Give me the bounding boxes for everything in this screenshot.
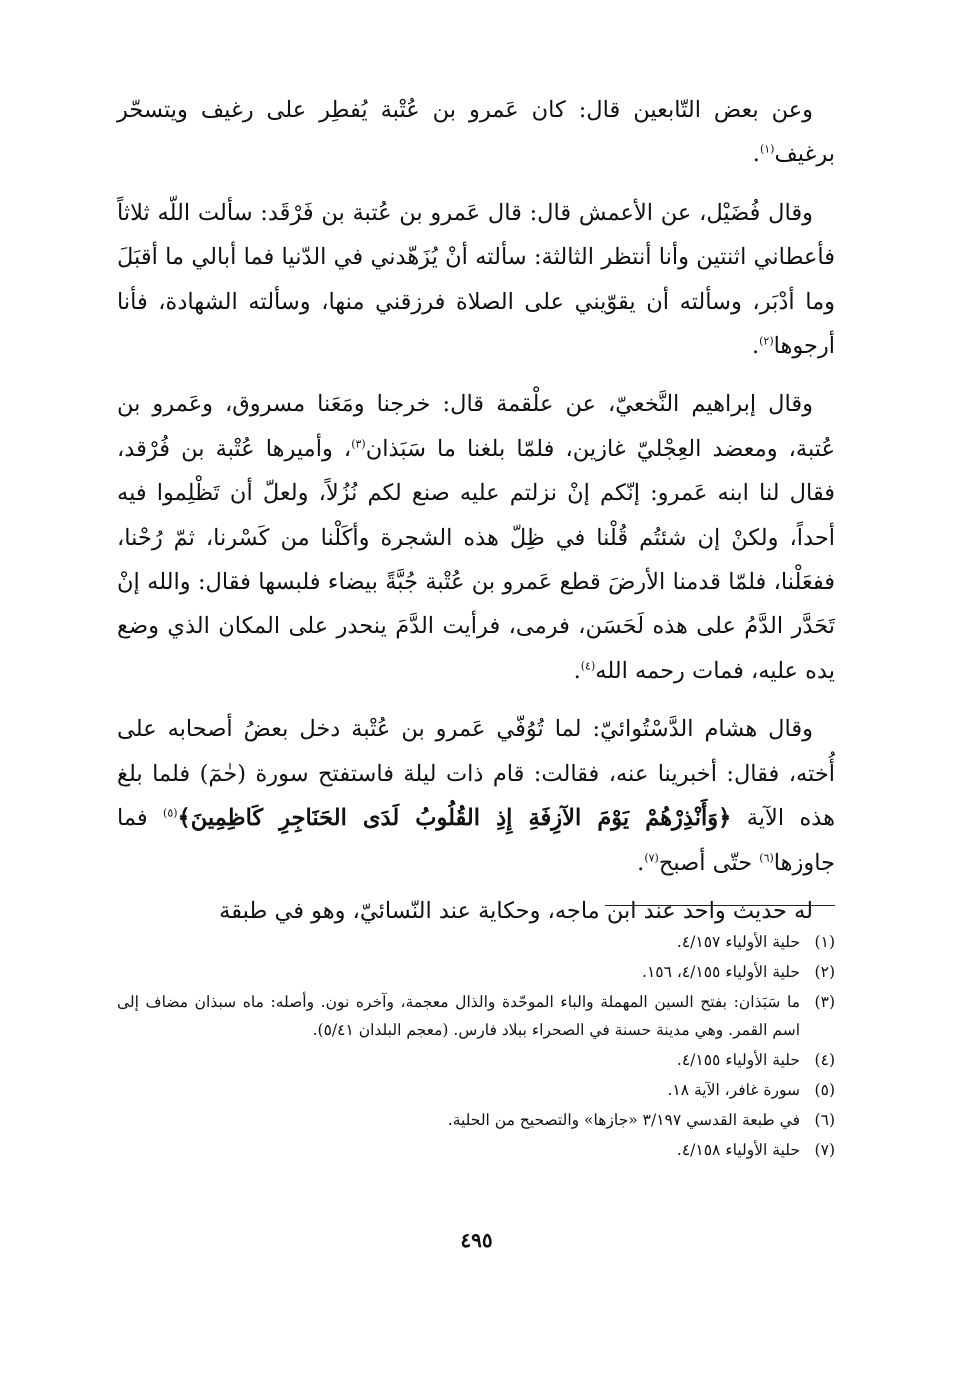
footnote-number: (٦) xyxy=(814,1111,835,1129)
footnote-text: حلية الأولياء ٤/١٥٥. xyxy=(676,1051,800,1069)
footnote-text: حلية الأولياء ٤/١٥٨. xyxy=(676,1141,800,1159)
footnote xyxy=(117,1106,835,1134)
footnote-ref: (٢) xyxy=(759,334,774,348)
text-run: . xyxy=(637,849,645,876)
footnote xyxy=(117,1136,835,1164)
footnote-number: (٣) xyxy=(814,993,835,1011)
paragraph xyxy=(117,889,835,933)
text-run: فما جاوزها xyxy=(117,805,835,876)
page-number: ٤٩٥ xyxy=(460,1228,493,1252)
footnote xyxy=(117,1076,835,1104)
footnote-number: (٥) xyxy=(814,1081,835,1099)
text-run: وقال فُضَيْل، عن الأعمش قال: قال عَمرو بن عُتبة بن فَرْقَد: سألت اللّه ثلاثاً فأعطاني اثنتين وأنا أنتظر الثالثة: سألته أنْ يُزَهّدني في الدّنيا فما أبالي ما أقبَلَ وما أدْبَر، وسألته أن يقوّيني على الصلاة فرزقني منها، وسألته الشهادة، فأنا أرجوها xyxy=(117,199,835,360)
footnote-separator xyxy=(605,905,835,906)
footnote-ref: (٥) xyxy=(163,806,178,820)
quran-verse: ﴿وَأَنْذِرْهُمْ يَوْمَ الآزِفَةِ إِذِ القُلُوبُ لَدَى الحَنَاجِرِ كَاظِمِينَ﴾ xyxy=(177,805,732,832)
footnote-number: (٢) xyxy=(814,963,835,981)
text-run: وقال هشام الدَّسْتُوائيّ: لما تُوُفّي عَمرو بن عُتْبة دخل بعضُ أصحابه على أُخته، فقال: أخبرينا عنه، فقالت: قام ذات ليلة فاستفتح سورة (حٰمٓ) فلما بلغ هذه الآية xyxy=(117,716,835,832)
paragraph xyxy=(117,88,835,177)
paragraph xyxy=(117,382,835,693)
text-run: ، وأميرها عُتْبة بن فُرْقد، فقال لنا ابنه عَمرو: إنّكم إنْ نزلتم عليه صنع لكم نُزُلاً، ولعلّ أن تَظْلِموا فيه أحداً، ولكنْ إن شئتُم قُلْنا في ظِلّ هذه الشجرة وأكَلْنا من كَسْرنا، ثمّ رُحْنا، ففعَلْنا، فلمّا قدمنا الأرضَ قطع عَمرو بن عُتْبة جُبَّةً بيضاء فلبسها فقال: والله إنْ تَحَدَّر الدَّمُ على هذه لَحَسَن، فرمى، فرأيت الدَّمَ ينحدر على المكان الذي وضع يده عليه، فمات رحمه الله xyxy=(117,435,835,684)
main-text xyxy=(117,88,835,933)
footnote-ref: (٤) xyxy=(580,659,596,673)
text-run: وعن بعض التّابعين قال: كان عَمرو بن عُتْبة يُفطِر على رغيف ويتسحّر برغيف xyxy=(117,97,835,168)
footnote-ref: (٣) xyxy=(351,437,366,451)
footnote-number: (٧) xyxy=(814,1141,835,1159)
footnote-text: في طبعة القدسي ٣/١٩٧ «جازها» والتصحيح من الحلية. xyxy=(447,1111,800,1129)
footnote-number: (٤) xyxy=(814,1051,835,1069)
footnote-ref: (٧) xyxy=(644,851,659,864)
text-run: له حديث واحد عند ابن ماجه، وحكاية عند النّسائيّ، وهو في طبقة xyxy=(219,897,813,924)
footnote xyxy=(117,1046,835,1074)
footnote xyxy=(117,928,835,956)
footnote-number: (١) xyxy=(814,933,835,951)
footnote-ref: (٦) xyxy=(759,851,774,864)
text-run: وقال إبراهيم النَّخعيّ، عن علْقمة قال: خرجنا ومَعَنا مسروق، وعَمرو بن عُتبة، ومعضد العِجْليّ غازين، فلمّا بلغنا ما سَبَذان xyxy=(117,391,836,462)
footnotes-list xyxy=(117,928,835,1166)
footnote-text: ما سَبَذان: بفتح السين المهملة والباء الموحّدة والذال معجمة، وآخره نون. وأصله: ماه سبذان مضاف إلى اسم القمر. وهي مدينة حسنة في الصحراء ببلاد فارس. (معجم البلدان ٥/٤١). xyxy=(117,993,800,1039)
footnote xyxy=(117,988,835,1044)
paragraph xyxy=(117,707,835,885)
footnote-text: حلية الأولياء ٤/١٥٥، ١٥٦. xyxy=(642,963,800,981)
text-run: . xyxy=(573,657,581,684)
paragraph xyxy=(117,191,835,369)
text-run: حتّى أصبح xyxy=(658,849,760,876)
text-run: . xyxy=(751,333,760,360)
footnote-text: حلية الأولياء ٤/١٥٧. xyxy=(676,933,800,951)
footnote-ref: (١) xyxy=(759,142,775,156)
footnote-text: سورة غافر، الآية ١٨. xyxy=(667,1081,800,1099)
footnote xyxy=(117,958,835,986)
text-run: . xyxy=(752,141,760,168)
